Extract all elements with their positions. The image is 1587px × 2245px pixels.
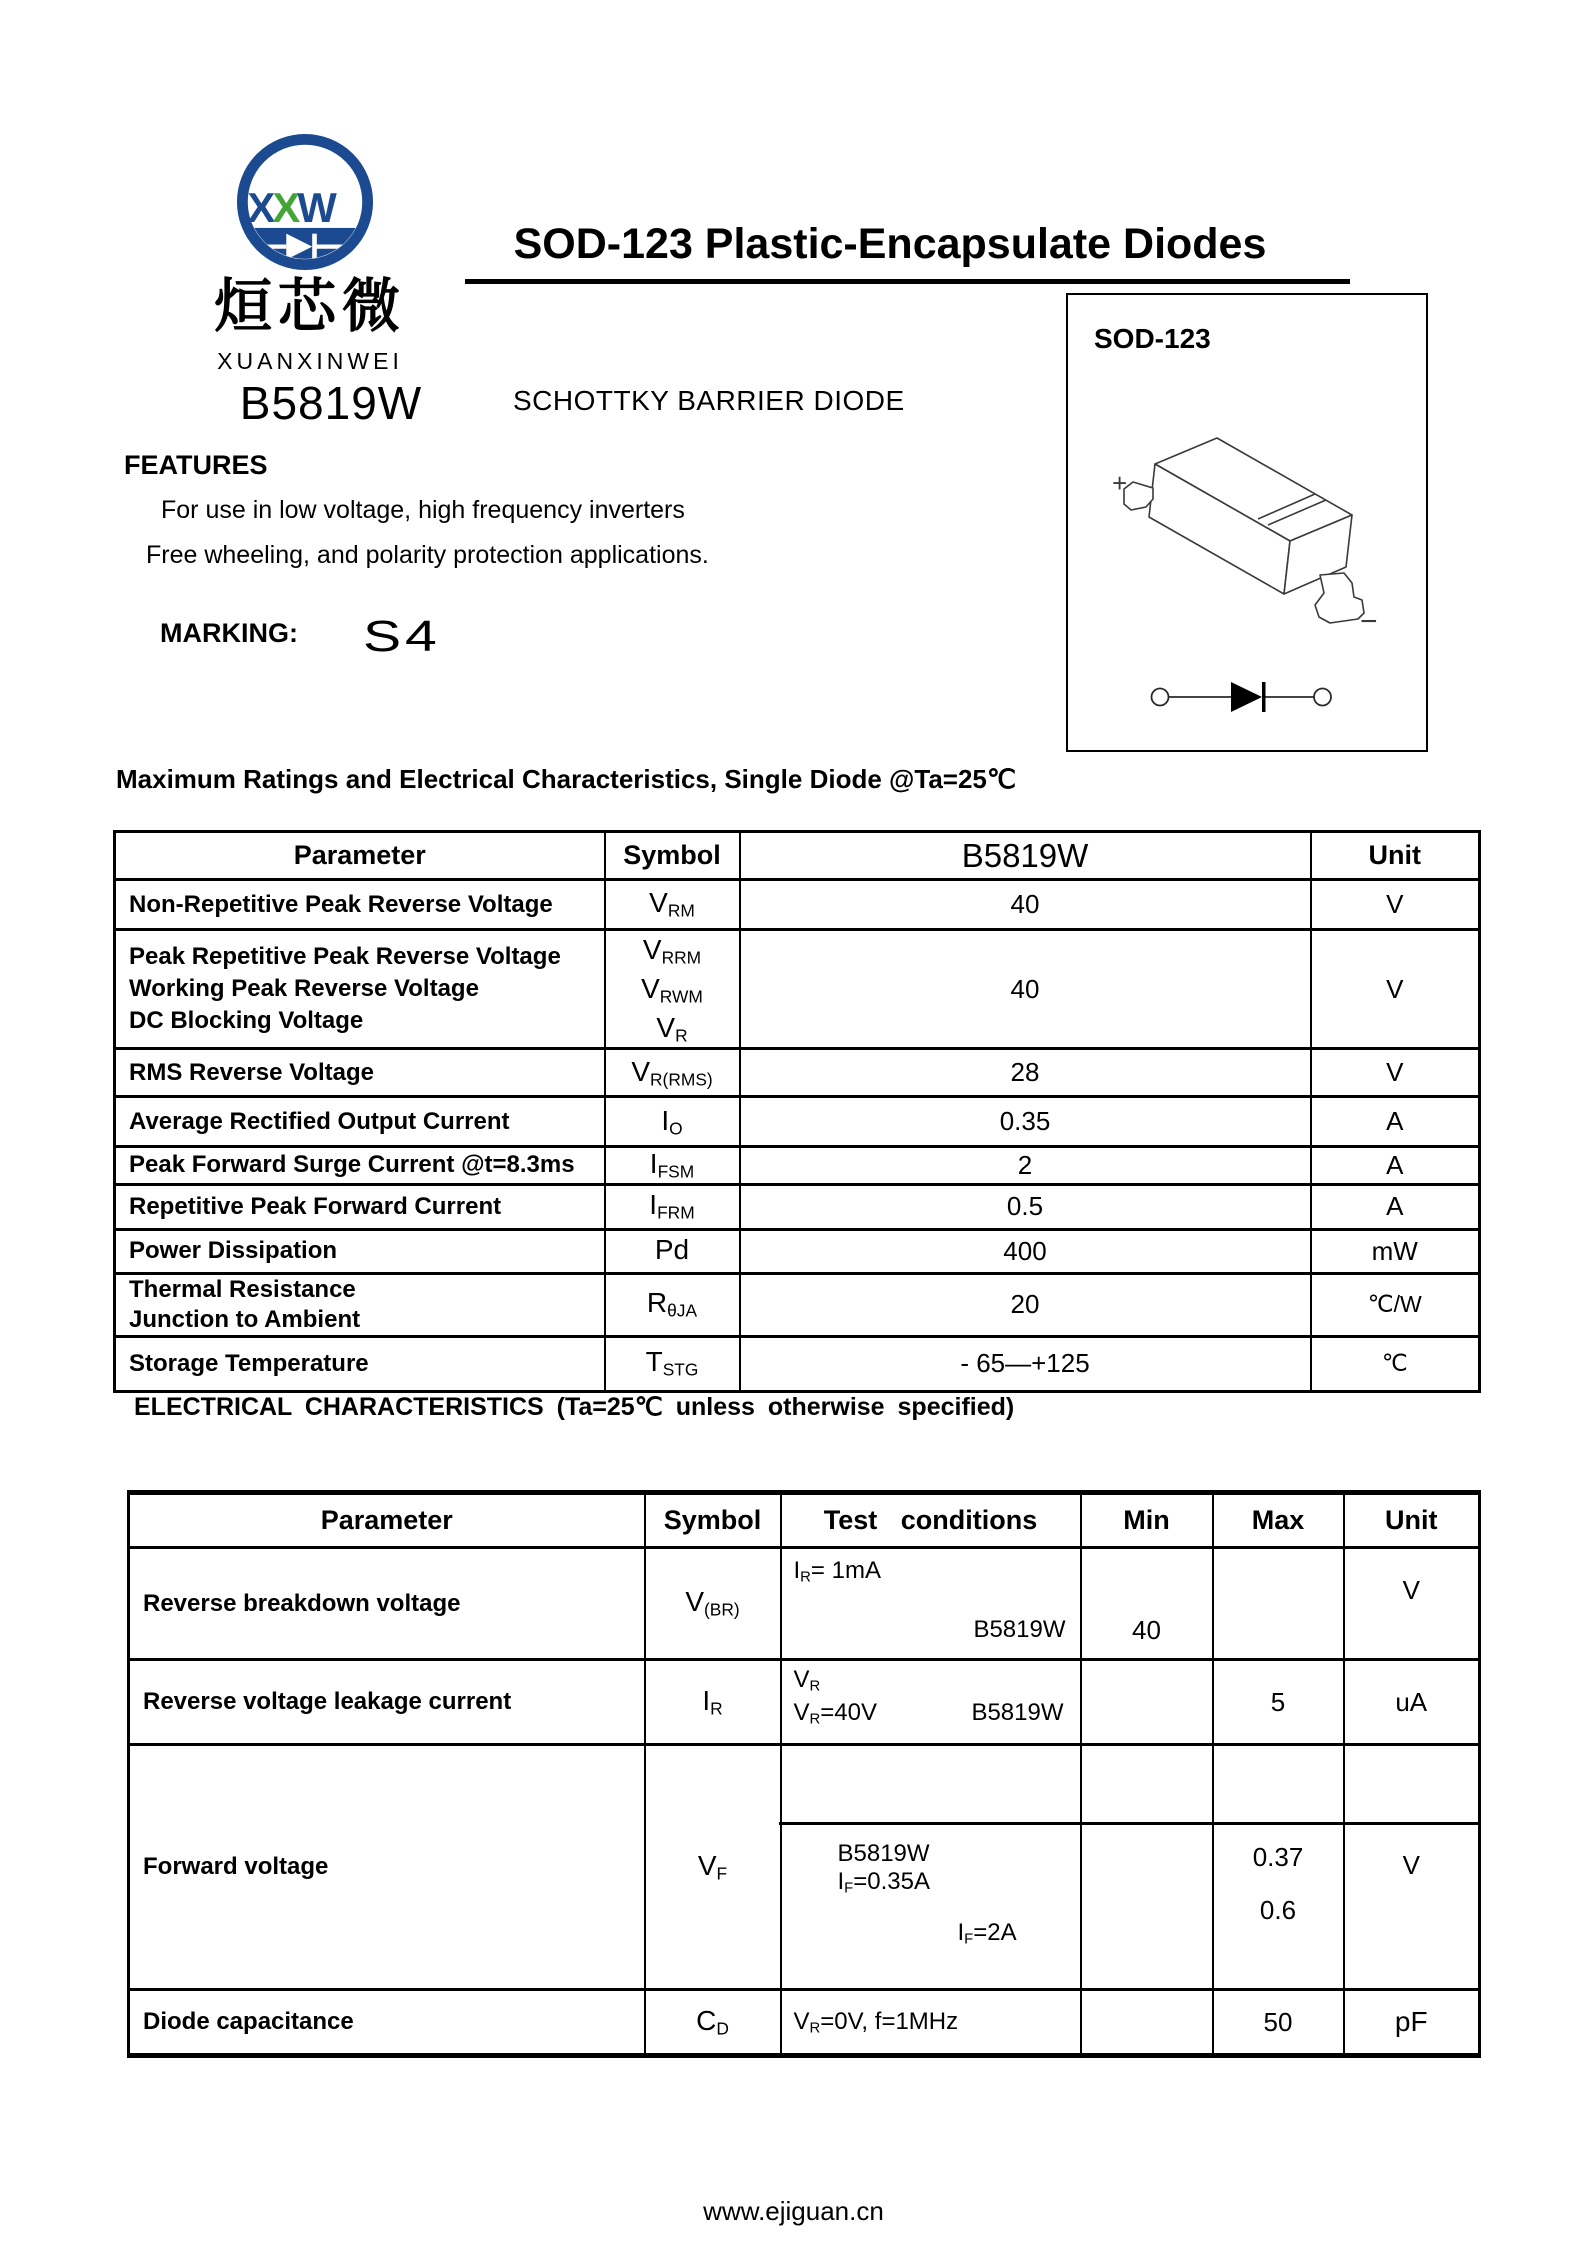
value-cell: - 65—+125 bbox=[740, 1336, 1311, 1391]
parameter-cell: Repetitive Peak Forward Current bbox=[115, 1184, 605, 1229]
unit-cell: mW bbox=[1311, 1229, 1480, 1273]
value-cell: 2 bbox=[740, 1147, 1311, 1184]
value-cell: 0.5 bbox=[740, 1184, 1311, 1229]
value-cell: 40 bbox=[740, 930, 1311, 1049]
max-cell: 5 bbox=[1213, 1660, 1344, 1745]
unit-cell: ℃/W bbox=[1311, 1273, 1480, 1336]
col-unit: Unit bbox=[1344, 1493, 1480, 1548]
table-row bbox=[129, 1548, 1480, 1660]
company-name-en: XUANXINWEI bbox=[217, 348, 403, 374]
table-row bbox=[115, 930, 1480, 1049]
col-part-number: B5819W bbox=[740, 832, 1311, 880]
min-cell bbox=[1081, 1745, 1213, 1990]
marking-code: S4 bbox=[363, 612, 441, 661]
unit-cell: V bbox=[1311, 1049, 1480, 1097]
unit-cell: A bbox=[1311, 1097, 1480, 1147]
symbol-cell: VR(RMS) bbox=[605, 1049, 740, 1097]
max-cell: 50 bbox=[1213, 1990, 1344, 2056]
logo-letters: XXW bbox=[247, 184, 334, 232]
table-row bbox=[129, 1660, 1480, 1745]
symbol-cell: V(BR) bbox=[645, 1548, 781, 1660]
test-conditions-cell bbox=[781, 1990, 1081, 2056]
parameter-cell: Storage Temperature bbox=[115, 1336, 605, 1391]
table-row bbox=[129, 1990, 1480, 2056]
cathode-lead bbox=[1315, 573, 1364, 623]
test-condition-line: VR bbox=[793, 1666, 821, 1695]
parameter-cell: Reverse breakdown voltage bbox=[129, 1548, 645, 1660]
max-cell: 0.37 0.6 bbox=[1213, 1745, 1344, 1990]
table-row bbox=[115, 1097, 1480, 1147]
col-parameter: Parameter bbox=[115, 832, 605, 880]
table-row bbox=[115, 1147, 1480, 1184]
symbol-cell: TSTG bbox=[605, 1336, 740, 1391]
parameter-cell: Peak Forward Surge Current @t=8.3ms bbox=[115, 1147, 605, 1184]
package-label: SOD-123 bbox=[1094, 323, 1211, 354]
symbol-cell: VRM bbox=[605, 880, 740, 930]
min-cell bbox=[1081, 1660, 1213, 1745]
value-cell: 40 bbox=[740, 880, 1311, 930]
col-test-conditions: Test conditions bbox=[781, 1493, 1081, 1548]
symbol-cell: VF bbox=[645, 1745, 781, 1990]
electrical-heading: ELECTRICAL CHARACTERISTICS (Ta=25℃ unless otherwise specified) bbox=[134, 1393, 1015, 1421]
parameter-cell: Peak Repetitive Peak Reverse Voltage Working Peak Reverse Voltage DC Blocking Voltage bbox=[115, 930, 605, 1049]
company-name-cn: 烜芯微 bbox=[213, 274, 406, 339]
unit-cell: ℃ bbox=[1311, 1336, 1480, 1391]
diode-symbol bbox=[1152, 682, 1332, 712]
features-heading: FEATURES bbox=[124, 450, 268, 480]
table-row bbox=[129, 1745, 1480, 1990]
doc-subtitle: SCHOTTKY BARRIER DIODE bbox=[513, 385, 905, 416]
electrical-table bbox=[127, 1490, 1481, 2058]
table-row bbox=[115, 1184, 1480, 1229]
col-unit: Unit bbox=[1311, 832, 1480, 880]
test-condition-line: B5819W bbox=[973, 1615, 1066, 1643]
max-ratings-table bbox=[113, 830, 1481, 1393]
unit-cell: uA bbox=[1344, 1660, 1480, 1745]
symbol-cell: RθJA bbox=[605, 1273, 740, 1336]
test-condition-line: B5819WIF=0.35A bbox=[837, 1840, 930, 1897]
test-conditions-cell bbox=[781, 1548, 1081, 1660]
parameter-cell: Power Dissipation bbox=[115, 1229, 605, 1273]
col-symbol: Symbol bbox=[645, 1493, 781, 1548]
table-row bbox=[115, 1336, 1480, 1391]
plus-terminal-label: + bbox=[1112, 468, 1128, 498]
title-underline bbox=[465, 279, 1350, 284]
feature-line: For use in low voltage, high frequency inverters bbox=[161, 496, 685, 524]
symbol-cell: IFSM bbox=[605, 1147, 740, 1184]
symbol-cell: Pd bbox=[605, 1229, 740, 1273]
value-cell: 0.35 bbox=[740, 1097, 1311, 1147]
package-box bbox=[1066, 293, 1428, 752]
table-header-row bbox=[129, 1493, 1480, 1548]
col-min: Min bbox=[1081, 1493, 1213, 1548]
table-row bbox=[115, 1049, 1480, 1097]
value-cell: 28 bbox=[740, 1049, 1311, 1097]
table-row bbox=[115, 880, 1480, 930]
parameter-cell: RMS Reverse Voltage bbox=[115, 1049, 605, 1097]
unit-cell: A bbox=[1311, 1184, 1480, 1229]
parameter-cell: Average Rectified Output Current bbox=[115, 1097, 605, 1147]
value-cell: 400 bbox=[740, 1229, 1311, 1273]
max-cell bbox=[1213, 1548, 1344, 1660]
unit-cell: V bbox=[1311, 930, 1480, 1049]
footer-url: www.ejiguan.cn bbox=[703, 2196, 884, 2226]
symbol-cell: IFRM bbox=[605, 1184, 740, 1229]
test-conditions-cell bbox=[781, 1660, 1081, 1745]
symbol-cell: IR bbox=[645, 1660, 781, 1745]
unit-cell: pF bbox=[1344, 1990, 1480, 2056]
parameter-cell: Diode capacitance bbox=[129, 1990, 645, 2056]
unit-cell: A bbox=[1311, 1147, 1480, 1184]
unit-cell: V bbox=[1344, 1745, 1480, 1990]
col-symbol: Symbol bbox=[605, 832, 740, 880]
table-header-row bbox=[115, 832, 1480, 880]
feature-line: Free wheeling, and polarity protection applications. bbox=[146, 541, 709, 569]
package-3d-drawing bbox=[1068, 295, 1426, 750]
col-max: Max bbox=[1213, 1493, 1344, 1548]
brand-logo bbox=[233, 130, 377, 274]
parameter-cell: Reverse voltage leakage current bbox=[129, 1660, 645, 1745]
min-cell bbox=[1081, 1990, 1213, 2056]
unit-cell: V bbox=[1311, 880, 1480, 930]
symbol-cell: CD bbox=[645, 1990, 781, 2056]
parameter-cell: Thermal Resistance Junction to Ambient bbox=[115, 1273, 605, 1336]
table-row bbox=[115, 1273, 1480, 1336]
minus-terminal-label: − bbox=[1360, 605, 1378, 638]
min-cell: 40 bbox=[1081, 1548, 1213, 1660]
symbol-cell: IO bbox=[605, 1097, 740, 1147]
test-condition-line: IR= 1mA bbox=[793, 1557, 881, 1586]
page-title: SOD-123 Plastic-Encapsulate Diodes bbox=[513, 220, 1267, 268]
parameter-cell: Non-Repetitive Peak Reverse Voltage bbox=[115, 880, 605, 930]
test-condition-line: VR=40V B5819W bbox=[793, 1698, 1064, 1728]
symbol-cell: VRRM VRWM VR bbox=[605, 930, 740, 1049]
value-cell: 20 bbox=[740, 1273, 1311, 1336]
col-parameter: Parameter bbox=[129, 1493, 645, 1548]
test-condition-line: IF=2A bbox=[957, 1918, 1017, 1948]
parameter-cell: Forward voltage bbox=[129, 1745, 645, 1990]
anode-lead bbox=[1124, 482, 1153, 510]
max-ratings-heading: Maximum Ratings and Electrical Characteristics, Single Diode @Ta=25℃ bbox=[116, 764, 1017, 794]
part-number: B5819W bbox=[239, 377, 423, 429]
marking-label: MARKING: bbox=[160, 618, 298, 648]
test-condition-line: VR=0V, f=1MHz bbox=[793, 2007, 959, 2037]
table-row bbox=[115, 1229, 1480, 1273]
unit-cell: V bbox=[1344, 1548, 1480, 1660]
forward-voltage-divider-line bbox=[779, 1822, 1478, 1825]
test-conditions-cell bbox=[781, 1745, 1081, 1990]
